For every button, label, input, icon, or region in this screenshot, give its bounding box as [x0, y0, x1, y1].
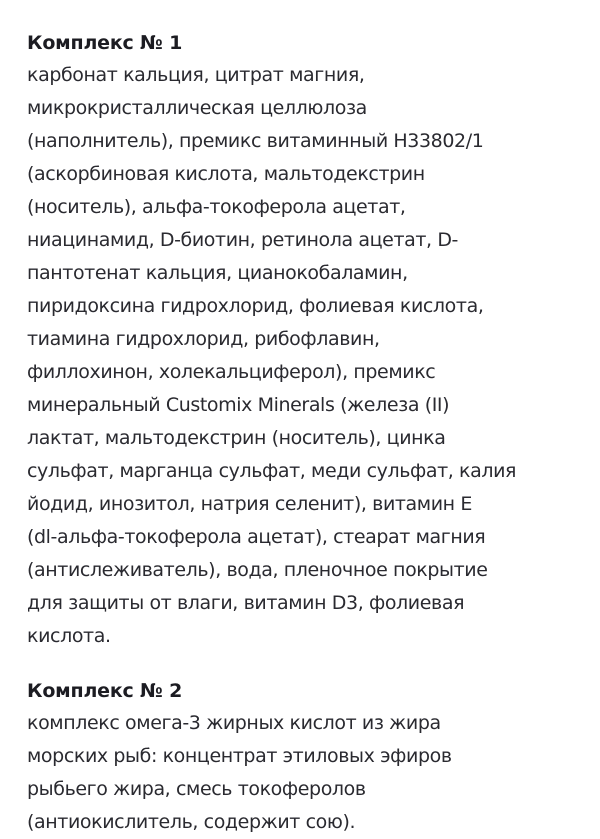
complex-1-composition — [27, 59, 580, 653]
composition-line: (аскорбиновая кислота, мальтодекстрин — [27, 163, 425, 185]
composition-line: тиамина гидрохлорид, рибофлавин, — [27, 328, 380, 350]
complex-1-section — [27, 27, 580, 653]
composition-line: сульфат, марганца сульфат, меди сульфат, калия — [27, 460, 517, 482]
composition-line: микрокристаллическая целлюлоза — [27, 97, 367, 119]
composition-line: ниацинамид, D-биотин, ретинола ацетат, D- — [27, 229, 459, 251]
composition-line: (антиокислитель, содержит сою). — [27, 811, 356, 833]
composition-line: (dl-альфа-токоферола ацетат), стеарат магния — [27, 526, 486, 548]
complex-2-title: Комплекс № 2 — [27, 680, 183, 702]
composition-line: (наполнитель), премикс витаминный Н33802/1 — [27, 130, 484, 152]
composition-line: филлохинон, холекальциферол), премикс — [27, 361, 436, 383]
composition-line: для защиты от влаги, витамин D3, фолиевая — [27, 592, 465, 614]
composition-line: (антислеживатель), вода, пленочное покрытие — [27, 559, 488, 581]
composition-line: (носитель), альфа-токоферола ацетат, — [27, 196, 406, 218]
composition-line: рыбьего жира, смесь токоферолов — [27, 778, 366, 800]
complex-2-composition — [27, 707, 580, 839]
complex-1-title: Комплекс № 1 — [27, 32, 183, 54]
composition-line: карбонат кальция, цитрат магния, — [27, 64, 365, 86]
composition-line: морских рыб: концентрат этиловых эфиров — [27, 745, 452, 767]
composition-line: лактат, мальтодекстрин (носитель), цинка — [27, 427, 446, 449]
complex-2-section — [27, 675, 580, 839]
composition-line: пиридоксина гидрохлорид, фолиевая кислота, — [27, 295, 484, 317]
composition-line: кислота. — [27, 625, 111, 647]
composition-line: йодид, инозитол, натрия селенит), витамин Е — [27, 493, 472, 515]
composition-line: пантотенат кальция, цианокобаламин, — [27, 262, 408, 284]
composition-line: минеральный Customix Minerals (железа (II) — [27, 394, 450, 416]
composition-line: комплекс омега-3 жирных кислот из жира — [27, 712, 441, 734]
